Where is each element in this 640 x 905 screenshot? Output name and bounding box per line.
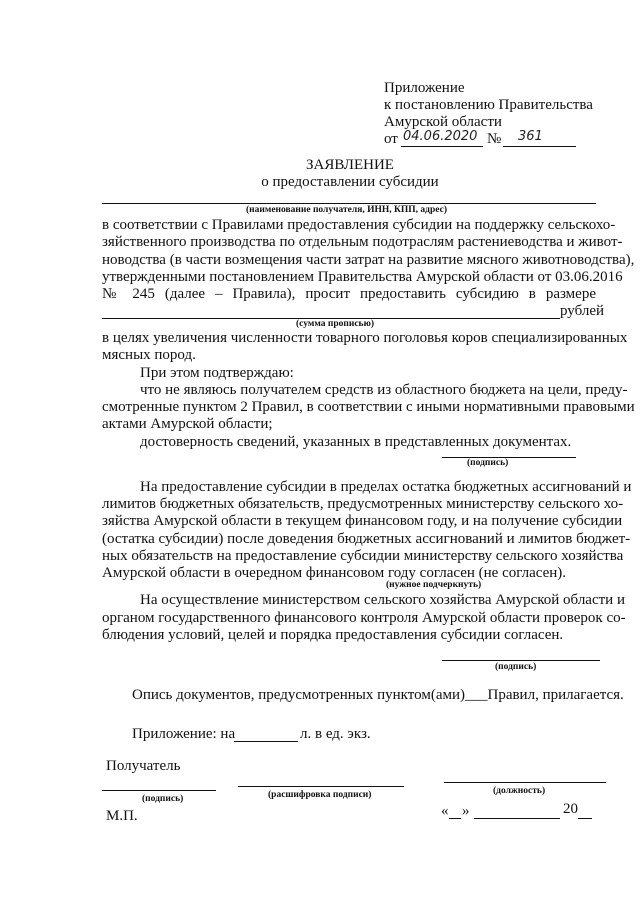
consent2-line1: На осуществление министерством сельского хозяйства Амурской области и bbox=[140, 592, 625, 608]
date-close-quote: » bbox=[462, 803, 470, 819]
header-from-prefix: от bbox=[384, 131, 398, 147]
inventory-text: Опись документов, предусмотренных пунктом(ами)___Правил, прилагается. bbox=[132, 687, 624, 703]
sum-caption: (сумма прописью) bbox=[296, 319, 374, 329]
consent2-line2: органом государственного финансового контроля Амурской области проверок со- bbox=[102, 610, 626, 626]
consent1-line6: Амурской области в очередном финансовом году согласен (не согласен). bbox=[102, 565, 567, 581]
stamp-label: М.П. bbox=[106, 808, 138, 824]
footer-sign-caption: (подпись) bbox=[142, 794, 184, 804]
consent1-line3: зяйства Амурской области в текущем финансовом году, и на получение субсидии bbox=[102, 513, 623, 529]
attachment-suffix: л. в ед. экз. bbox=[300, 726, 371, 742]
footer-decode-line bbox=[238, 786, 404, 787]
signature-caption-1: (подпись) bbox=[467, 458, 509, 468]
para1-line5: № 245 (далее – Правила), просит предоставить субсидию в размере bbox=[102, 286, 596, 302]
header-line2: к постановлению Правительства bbox=[384, 97, 593, 113]
confirm1-line2: смотренные пунктом 2 Правил, в соответствии с иными нормативными правовыми bbox=[102, 399, 635, 415]
date-day-line bbox=[449, 818, 461, 819]
consent1-line1: На предоставление субсидии в пределах остатка бюджетных ассигнований и bbox=[140, 479, 632, 495]
header-line1: Приложение bbox=[384, 80, 465, 96]
footer-position-line bbox=[444, 782, 606, 783]
signature-line-2 bbox=[442, 660, 600, 661]
date-open-quote: « bbox=[441, 803, 449, 819]
confirm-intro: При этом подтверждаю: bbox=[140, 365, 294, 381]
header-date-handwritten: 04.06.2020 bbox=[403, 129, 478, 144]
consent1-line2: лимитов бюджетных обязательств, предусмотренных министерству сельского хо- bbox=[102, 496, 624, 512]
consent1-line5: ных обязательств на предоставление субсидии министерству сельского хозяйства bbox=[102, 548, 624, 564]
underline-caption: (нужное подчеркнуть) bbox=[386, 580, 482, 590]
recipient-caption: (наименование получателя, ИНН, КПП, адрес) bbox=[246, 205, 447, 215]
document-title: ЗАЯВЛЕНИЕ bbox=[306, 157, 394, 173]
date-underline bbox=[401, 146, 483, 147]
attachment-prefix: Приложение: на bbox=[132, 726, 236, 742]
para1-line2: зяйственного производства по отдельным подотраслям растениеводства и живот- bbox=[102, 234, 623, 250]
recipient-line bbox=[102, 203, 596, 204]
para1-line3: новодства (в части возмещения части затрат на развитие мясного животноводства), bbox=[102, 252, 635, 268]
header-number-prefix: № bbox=[487, 131, 502, 147]
consent1-line4: (остатка субсидии) после доведения бюджетных ассигнований и лимитов бюджет- bbox=[102, 531, 631, 547]
date-year-line bbox=[578, 818, 592, 819]
footer-sign-line bbox=[102, 790, 216, 791]
confirm1-line3: актами Амурской области; bbox=[102, 416, 273, 432]
rubles-label: рублей bbox=[560, 303, 605, 319]
recipient-label: Получатель bbox=[106, 758, 181, 774]
footer-decode-caption: (расшифровка подписи) bbox=[268, 790, 372, 800]
signature-line-1 bbox=[442, 457, 576, 458]
confirm1-line1: что не являюсь получателем средств из областного бюджета на цели, преду- bbox=[140, 382, 628, 398]
purpose-line1: в целях увеличения численности товарного поголовья коров специализированных bbox=[102, 330, 628, 346]
number-underline bbox=[503, 146, 576, 147]
footer-position-caption: (должность) bbox=[493, 786, 546, 796]
confirm2: достоверность сведений, указанных в представленных документах. bbox=[140, 434, 572, 450]
purpose-line2: мясных пород. bbox=[102, 347, 196, 363]
para1-line1: в соответствии с Правилами предоставления субсидии на поддержку сельскохо- bbox=[102, 217, 616, 233]
date-month-line bbox=[474, 818, 560, 819]
document-subtitle: о предоставлении субсидии bbox=[261, 174, 439, 190]
para1-line4: утвержденными постановлением Правительства Амурской области от 03.06.2016 bbox=[102, 269, 623, 285]
attachment-line bbox=[234, 741, 298, 742]
signature-caption-2: (подпись) bbox=[495, 662, 537, 672]
date-year-prefix: 20 bbox=[563, 801, 578, 817]
consent2-line3: блюдения условий, целей и порядка предоставления субсидии согласен. bbox=[102, 627, 564, 643]
header-number-handwritten: 361 bbox=[518, 129, 543, 144]
header-line3: Амурской области bbox=[384, 114, 502, 130]
